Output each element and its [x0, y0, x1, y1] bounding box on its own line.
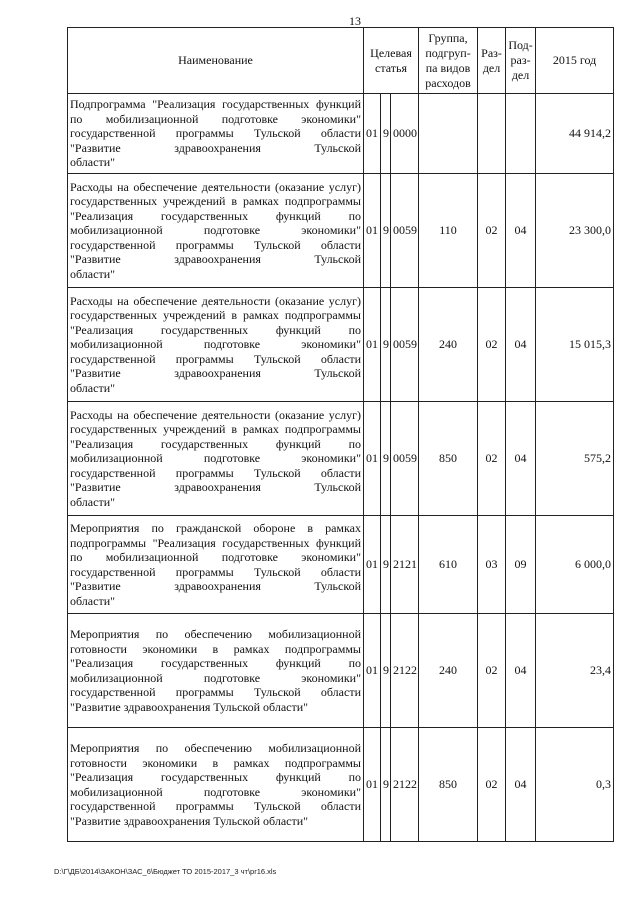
row-name: Расходы на обеспечение деятельности (оказание услуг) государственных учреждений в рамках подпрограммы "Реализация государственных функций по мобилизационной подготовке экономики" государственной программы Тульской области "Развитие здравоохранения Тульской области" — [68, 288, 364, 402]
code-direction: 0000 — [391, 94, 419, 174]
code-direction: 0059 — [391, 288, 419, 402]
header-group: Группа, подгруп-па видов расходов — [419, 28, 478, 94]
page-number: 13 — [349, 14, 361, 28]
section-code: 02 — [478, 728, 506, 842]
header-name: Наименование — [68, 28, 364, 94]
amount: 15 015,3 — [536, 288, 614, 402]
group-code: 240 — [419, 288, 478, 402]
subsection-code: 04 — [506, 174, 536, 288]
code-direction: 2121 — [391, 516, 419, 614]
code-subprogram: 9 — [381, 288, 391, 402]
group-code — [419, 94, 478, 174]
row-name: Мероприятия по обеспечению мобилизационной готовности экономики в рамках подпрограммы "Реализация государственных функций по мобилизационной подготовке экономики" государственной программы Тульской области "Развитие здравоохранения Тульской области" — [68, 728, 364, 842]
subsection-code: 09 — [506, 516, 536, 614]
code-subprogram: 9 — [381, 516, 391, 614]
row-name: Расходы на обеспечение деятельности (оказание услуг) государственных учреждений в рамках подпрограммы "Реализация государственных функций по мобилизационной подготовке экономики" государственной программы Тульской области "Развитие здравоохранения Тульской области" — [68, 402, 364, 516]
header-year: 2015 год — [536, 28, 614, 94]
table-row — [68, 402, 614, 516]
amount: 23 300,0 — [536, 174, 614, 288]
code-subprogram: 9 — [381, 402, 391, 516]
row-name: Подпрограмма "Реализация государственных функций по мобилизационной подготовке экономики" государственной программы Тульской области "Развитие здравоохранения Тульской области" — [68, 94, 364, 174]
code-program: 01 — [364, 174, 381, 288]
code-subprogram: 9 — [381, 94, 391, 174]
code-direction: 0059 — [391, 174, 419, 288]
code-direction: 2122 — [391, 614, 419, 728]
amount: 0,3 — [536, 728, 614, 842]
code-direction: 0059 — [391, 402, 419, 516]
table-row — [68, 614, 614, 728]
group-code: 850 — [419, 728, 478, 842]
section-code — [478, 94, 506, 174]
code-direction: 2122 — [391, 728, 419, 842]
code-subprogram: 9 — [381, 614, 391, 728]
section-code: 02 — [478, 402, 506, 516]
code-subprogram: 9 — [381, 728, 391, 842]
section-code: 02 — [478, 174, 506, 288]
subsection-code: 04 — [506, 288, 536, 402]
header-subsection: Под-раз-дел — [506, 28, 536, 94]
table-row — [68, 728, 614, 842]
code-program: 01 — [364, 614, 381, 728]
row-name: Мероприятия по гражданской обороне в рамках подпрограммы "Реализация государственных функций по мобилизационной подготовке экономики" государственной программы Тульской области "Развитие здравоохранения Тульской области" — [68, 516, 364, 614]
subsection-code: 04 — [506, 728, 536, 842]
table-row — [68, 288, 614, 402]
group-code: 850 — [419, 402, 478, 516]
code-program: 01 — [364, 288, 381, 402]
section-code: 02 — [478, 288, 506, 402]
code-program: 01 — [364, 516, 381, 614]
amount: 6 000,0 — [536, 516, 614, 614]
section-code: 03 — [478, 516, 506, 614]
amount: 44 914,2 — [536, 94, 614, 174]
subsection-code — [506, 94, 536, 174]
group-code: 110 — [419, 174, 478, 288]
subsection-code: 04 — [506, 614, 536, 728]
table-row — [68, 94, 614, 174]
table-row — [68, 174, 614, 288]
amount: 575,2 — [536, 402, 614, 516]
group-code: 610 — [419, 516, 478, 614]
code-program: 01 — [364, 728, 381, 842]
group-code: 240 — [419, 614, 478, 728]
code-program: 01 — [364, 402, 381, 516]
header-target-article: Целевая статья — [364, 28, 419, 94]
code-program: 01 — [364, 94, 381, 174]
file-path-footer: D:\Г\ДБ\2014\ЗАКОН\ЗАС_6\Бюджет ТО 2015-2017_3 чт\pr16.xls — [54, 867, 277, 876]
amount: 23,4 — [536, 614, 614, 728]
budget-table — [67, 27, 614, 842]
header-section: Раз-дел — [478, 28, 506, 94]
table-row — [68, 516, 614, 614]
code-subprogram: 9 — [381, 174, 391, 288]
section-code: 02 — [478, 614, 506, 728]
subsection-code: 04 — [506, 402, 536, 516]
row-name: Мероприятия по обеспечению мобилизационной готовности экономики в рамках подпрограммы "Реализация государственных функций по мобилизационной подготовке экономики" государственной программы Тульской области "Развитие здравоохранения Тульской области" — [68, 614, 364, 728]
row-name: Расходы на обеспечение деятельности (оказание услуг) государственных учреждений в рамках подпрограммы "Реализация государственных функций по мобилизационной подготовке экономики" государственной программы Тульской области "Развитие здравоохранения Тульской области" — [68, 174, 364, 288]
